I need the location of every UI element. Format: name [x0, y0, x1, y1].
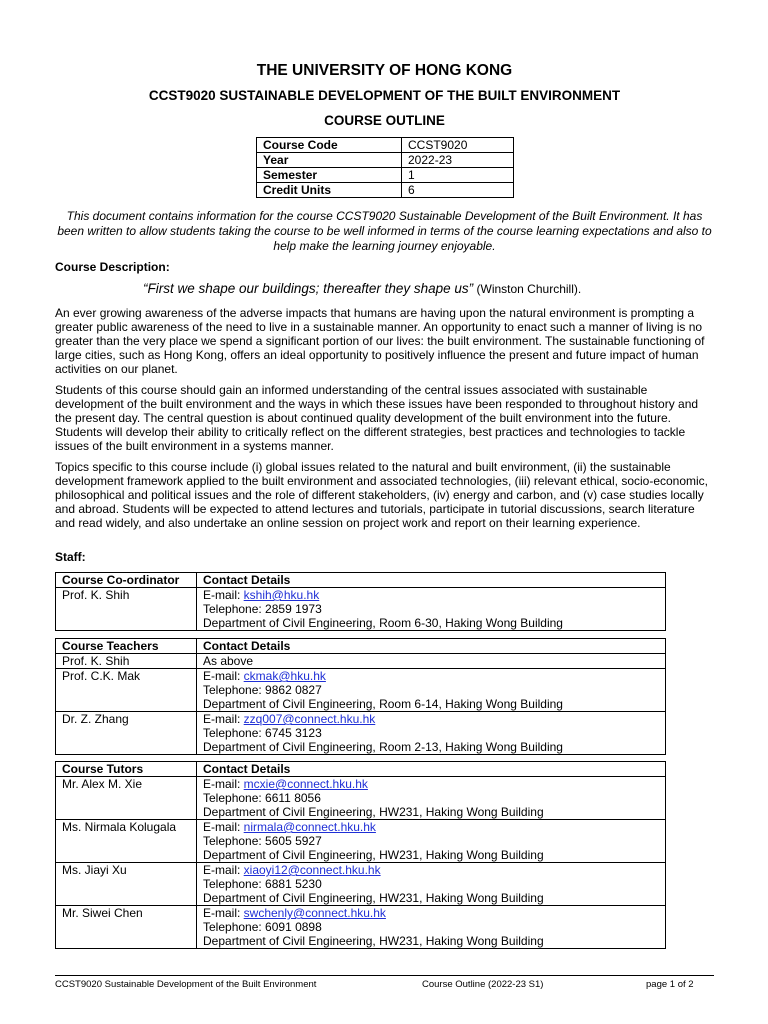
office-location: Department of Civil Engineering, Room 6-14, Haking Wong Building [203, 697, 563, 711]
staff-row [56, 820, 666, 863]
quote-text: “First we shape our buildings; thereafter they shape us” [143, 281, 474, 296]
email-link[interactable]: xiaoyi12@connect.hku.hk [243, 863, 381, 877]
contact-details [197, 712, 666, 755]
column-header: Contact Details [197, 573, 666, 588]
contact-details [197, 588, 666, 631]
telephone: Telephone: 5605 5927 [203, 834, 322, 848]
email-label: E-mail: [203, 712, 244, 726]
email-label: E-mail: [203, 906, 244, 920]
staff-name: Prof. K. Shih [56, 654, 197, 669]
staff-row [56, 654, 666, 669]
email-link[interactable]: swchenly@connect.hku.hk [243, 906, 386, 920]
staff-row [56, 777, 666, 820]
email-link[interactable]: ckmak@hku.hk [243, 669, 326, 683]
info-value: 6 [402, 183, 514, 198]
footer-page-number: page 1 of 2 [646, 979, 694, 990]
document-type: COURSE OUTLINE [324, 113, 445, 128]
course-title: CCST9020 SUSTAINABLE DEVELOPMENT OF THE BUILT ENVIRONMENT [148, 88, 621, 103]
staff-name: Prof. C.K. Mak [56, 669, 197, 712]
column-header: Course Teachers [56, 639, 197, 654]
staff-heading: Staff: [55, 550, 86, 564]
course-description-heading: Course Description: [55, 260, 170, 274]
staff-row [56, 669, 666, 712]
telephone: Telephone: 6611 8056 [203, 791, 321, 805]
info-row [257, 153, 514, 168]
info-row [257, 168, 514, 183]
email-line [203, 712, 659, 726]
info-label: Year [257, 153, 402, 168]
contact-note: As above [203, 654, 254, 668]
info-value: 1 [402, 168, 514, 183]
email-line [203, 863, 659, 877]
email-label: E-mail: [203, 863, 244, 877]
intro-text: This document contains information for the course CCST9020 Sustainable Development of the Built Environment. It has been written to allow students taking the course to be well informed in terms of the course learning expectations and also to help make the learning journey enjoyable. [57, 209, 712, 253]
tutors-table [55, 761, 666, 949]
email-link[interactable]: mcxie@connect.hku.hk [243, 777, 368, 791]
email-link[interactable]: kshih@hku.hk [243, 588, 320, 602]
staff-name: Ms. Nirmala Kolugala [56, 820, 197, 863]
email-line [203, 777, 659, 791]
university-title: THE UNIVERSITY OF HONG KONG [256, 62, 513, 79]
contact-details [197, 820, 666, 863]
telephone: Telephone: 2859 1973 [203, 602, 322, 616]
info-label: Course Code [257, 138, 402, 153]
staff-name: Ms. Jiayi Xu [56, 863, 197, 906]
coordinator-table [55, 572, 666, 631]
telephone: Telephone: 9862 0827 [203, 683, 322, 697]
description-paragraph: Topics specific to this course include (i) global issues related to the natural and built environment, (ii) the sustainable development framework applied to the built environment and associated technologies, (iii) relevant ethical, socio-economic, philosophical and political issues and the role of different stakeholders, (iv) energy and carbon, and (v) case studies locally and abroad. Students will be expected to attend lectures and tutorials, participate in tutorial discussions, search literature and read widely, and also undertake an online session on project work and report on their learning experience. [55, 460, 709, 530]
office-location: Department of Civil Engineering, HW231, Haking Wong Building [203, 934, 544, 948]
email-line [203, 669, 659, 683]
info-label: Semester [257, 168, 402, 183]
email-link[interactable]: zzq007@connect.hku.hk [243, 712, 376, 726]
column-header: Course Co-ordinator [56, 573, 197, 588]
contact-details [197, 654, 666, 669]
info-row [257, 183, 514, 198]
contact-details [197, 669, 666, 712]
info-row [257, 138, 514, 153]
telephone: Telephone: 6091 0898 [203, 920, 322, 934]
teachers-table [55, 638, 666, 755]
telephone: Telephone: 6745 3123 [203, 726, 322, 740]
staff-name: Mr. Siwei Chen [56, 906, 197, 949]
column-header: Course Tutors [56, 762, 197, 777]
footer-doc: Course Outline (2022-23 S1) [422, 979, 544, 990]
email-line [203, 820, 659, 834]
course-info-table [256, 137, 514, 198]
email-line [203, 588, 659, 602]
email-line [203, 906, 659, 920]
staff-name: Mr. Alex M. Xie [56, 777, 197, 820]
telephone: Telephone: 6881 5230 [203, 877, 322, 891]
document-page [55, 0, 714, 1024]
office-location: Department of Civil Engineering, Room 2-13, Haking Wong Building [203, 740, 563, 754]
office-location: Department of Civil Engineering, HW231, Haking Wong Building [203, 891, 544, 905]
contact-details [197, 863, 666, 906]
info-value: 2022-23 [402, 153, 514, 168]
contact-details [197, 777, 666, 820]
quote-author: (Winston Churchill). [473, 282, 582, 296]
email-link[interactable]: nirmala@connect.hku.hk [243, 820, 376, 834]
description-paragraph: An ever growing awareness of the adverse impacts that humans are having upon the natural environment is prompting a greater public awareness of the need to live in a sustainable manner. An opportunity to enact such a manner of living is no greater than the very place we spend a significant portion of our lives: the built environment. The sustainable functioning of large cities, such as Hong Kong, offers an ideal opportunity to positively influence the present and future impact of human activities on our planet. [55, 306, 705, 376]
staff-name: Dr. Z. Zhang [56, 712, 197, 755]
footer-course: CCST9020 Sustainable Development of the Built Environment [55, 979, 317, 990]
churchill-quote [143, 281, 581, 296]
description-paragraph: Students of this course should gain an informed understanding of the central issues associated with sustainable development of the built environment and the ways in which these issues have been responded to throughout history and the present day. The central question is about continued quality development of the built environment into the future. Students will develop their ability to critically reflect on the different strategies, best practices and technologies to tackle issues of the built environment in a systems manner. [55, 383, 699, 453]
footer-divider [55, 975, 714, 976]
column-header: Contact Details [197, 762, 666, 777]
staff-row [56, 712, 666, 755]
email-label: E-mail: [203, 777, 244, 791]
email-label: E-mail: [203, 588, 244, 602]
info-value: CCST9020 [402, 138, 514, 153]
column-header: Contact Details [197, 639, 666, 654]
office-location: Department of Civil Engineering, HW231, Haking Wong Building [203, 805, 544, 819]
office-location: Department of Civil Engineering, HW231, Haking Wong Building [203, 848, 544, 862]
email-label: E-mail: [203, 669, 244, 683]
staff-name: Prof. K. Shih [56, 588, 197, 631]
office-location: Department of Civil Engineering, Room 6-30, Haking Wong Building [203, 616, 563, 630]
staff-row [56, 863, 666, 906]
contact-details [197, 906, 666, 949]
staff-row [56, 588, 666, 631]
staff-row [56, 906, 666, 949]
email-label: E-mail: [203, 820, 244, 834]
info-label: Credit Units [257, 183, 402, 198]
